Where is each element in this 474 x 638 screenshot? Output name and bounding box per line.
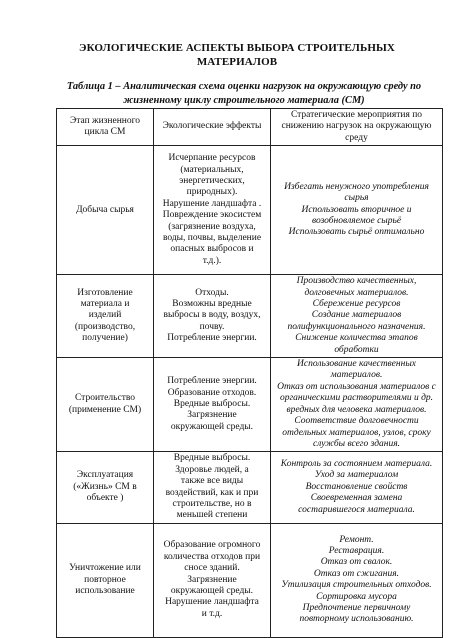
cell-line: вредных для человека материалов. xyxy=(286,404,427,415)
cell-line: Образование отходов. xyxy=(167,387,257,398)
table-row xyxy=(57,523,443,637)
measures-cell xyxy=(271,146,443,275)
cell-line: Загрязнение xyxy=(187,574,237,585)
cell-line: изделий xyxy=(88,310,122,321)
cell-line: снижению нагрузок на окружающую xyxy=(281,121,432,132)
cell-line: повторное xyxy=(84,574,126,585)
cell-line: меньшей степени xyxy=(176,510,248,521)
header-stage xyxy=(57,109,154,146)
cell-line: Нарушение ландшафта . xyxy=(162,198,262,209)
cell-line: Стратегические мероприятия по xyxy=(290,110,423,120)
cell-line: состарившегося материала. xyxy=(298,504,415,515)
table-row xyxy=(57,452,443,523)
cell-line: Отказ от свалок. xyxy=(320,557,393,568)
cell-line: выбросы в воду, воздух, xyxy=(163,310,261,321)
cell-line: Потребление энергии. xyxy=(167,333,257,344)
cell-line: Соответствие долговечности xyxy=(294,416,419,427)
cell-line: получение) xyxy=(82,333,128,344)
cell-line: Добыча сырья xyxy=(76,204,134,215)
cell-line: Этап жизненного xyxy=(69,115,141,126)
cell-line: (загрязнение воздуха, xyxy=(168,221,256,232)
cell-line: Вредные выбросы. xyxy=(173,453,251,464)
title-line: ЭКОЛОГИЧЕСКИЕ АСПЕКТЫ ВЫБОРА СТРОИТЕЛЬНЫХ xyxy=(79,42,395,54)
cell-line: Эксплуатация xyxy=(76,470,134,481)
cell-line: Исчерпание ресурсов xyxy=(168,153,256,164)
cell-line: Образование огромного xyxy=(163,540,261,551)
cell-line: службы всего здания. xyxy=(312,438,401,449)
stage-cell xyxy=(57,146,154,275)
cell-line: сырья xyxy=(344,193,369,204)
cell-line: отдельных материалов, узлов, сроку xyxy=(282,427,431,438)
cell-line: Загрязнение xyxy=(187,410,237,421)
cell-line: Возможны вредные xyxy=(172,299,252,310)
effects-cell xyxy=(154,523,271,637)
cell-line: («Жизнь» СМ в xyxy=(73,481,137,492)
cell-line: Сортировка мусора xyxy=(316,591,397,602)
cell-line: Использование качественных xyxy=(297,359,416,370)
cell-line: среду xyxy=(345,132,368,143)
cell-line: Производство качественных, xyxy=(296,276,417,287)
cell-line: и т.д. xyxy=(201,608,223,619)
cell-line: органическими растворителями и др. xyxy=(279,393,434,404)
cell-line: воды, почвы, выделение xyxy=(162,233,262,244)
cell-line: Уход за материалом xyxy=(314,470,399,481)
cell-line: использование xyxy=(75,585,135,596)
cell-line: Здоровье людей, а xyxy=(175,464,249,475)
cell-line: Реставрация. xyxy=(328,546,385,557)
table-header-row xyxy=(57,109,443,146)
table-caption xyxy=(66,80,422,107)
cell-line: Создание материалов xyxy=(311,310,402,321)
cell-line: Отходы. xyxy=(195,287,229,298)
header-effects xyxy=(154,109,271,146)
caption-line: Таблица 1 – Аналитическая схема оценки нагрузок на окружающую среду по xyxy=(66,81,422,92)
cell-line: энергетических, xyxy=(179,176,245,186)
cell-line: возобновляемое сырьё xyxy=(311,215,402,226)
cell-line: Контроль за состоянием материала. xyxy=(280,459,433,470)
cell-line: почву. xyxy=(199,321,225,332)
cell-line: Предпочтение первичному xyxy=(302,603,411,614)
title-line: МАТЕРИАЛОВ xyxy=(196,56,278,68)
cell-line: повторному использованию. xyxy=(299,614,414,625)
stage-cell xyxy=(57,275,154,358)
cell-line: Утилизация строительных отходов. xyxy=(281,580,432,591)
effects-cell xyxy=(154,146,271,275)
cell-line: Своевременная замена xyxy=(310,493,403,504)
table-row xyxy=(57,358,443,452)
cell-line: Избегать ненужного употребления xyxy=(284,181,429,192)
lifecycle-table xyxy=(56,108,443,638)
table-row xyxy=(57,275,443,358)
cell-line: сносе зданий. xyxy=(184,563,240,574)
cell-line: Использовать вторичное и xyxy=(301,204,412,215)
cell-line: количества отходов при xyxy=(163,551,261,562)
cell-line: строительстве, но в xyxy=(172,498,252,509)
cell-line: материалов. xyxy=(330,370,383,381)
cell-line: также все виды xyxy=(180,476,244,487)
cell-line: Экологические эффекты xyxy=(162,121,262,132)
cell-line: Сбережение ресурсов xyxy=(312,299,401,310)
table-row xyxy=(57,146,443,275)
cell-line: Потребление энергии. xyxy=(167,376,257,387)
cell-line: долговечных материалов. xyxy=(304,287,409,298)
cell-line: объекте ) xyxy=(86,493,124,504)
cell-line: Нарушение ландшафта xyxy=(165,597,259,608)
cell-line: Ремонт. xyxy=(339,534,374,545)
cell-line: окружающей среды. xyxy=(170,585,254,596)
cell-line: опасных выбросов и xyxy=(170,244,254,255)
cell-line: (производство, xyxy=(74,321,136,332)
effects-cell xyxy=(154,358,271,452)
document-title xyxy=(60,41,414,69)
measures-cell xyxy=(271,523,443,637)
effects-cell xyxy=(154,275,271,358)
cell-line: Строительство xyxy=(74,393,136,404)
measures-cell xyxy=(271,275,443,358)
cell-line: Уничтожение или xyxy=(69,563,141,574)
cell-line: природных). xyxy=(186,187,238,198)
cell-line: цикла СМ xyxy=(84,127,126,138)
header-measures xyxy=(271,109,443,146)
cell-line: воздействий, как и при xyxy=(165,487,259,498)
cell-line: (применение СМ) xyxy=(68,404,142,415)
cell-line: Использовать сырьё оптимально xyxy=(288,227,425,238)
measures-cell xyxy=(271,452,443,523)
stage-cell xyxy=(57,452,154,523)
cell-line: обработки xyxy=(334,344,379,355)
cell-line: Снижение количества этапов xyxy=(295,333,418,344)
cell-line: Отказ от использования материалов с xyxy=(277,381,436,392)
measures-cell xyxy=(271,358,443,452)
cell-line: Восстановление свойств xyxy=(305,481,408,492)
cell-line: окружающей среды. xyxy=(170,421,254,432)
cell-line: Вредные выбросы. xyxy=(173,398,251,409)
cell-line: полифункционального назначения. xyxy=(287,321,426,332)
cell-line: (материальных, xyxy=(180,164,244,175)
cell-line: Повреждение экосистем xyxy=(162,210,262,221)
effects-cell xyxy=(154,452,271,523)
cell-line: Изготовление xyxy=(77,287,133,298)
cell-line: материала и xyxy=(80,299,130,310)
stage-cell xyxy=(57,358,154,452)
cell-line: Отказ от сжигания. xyxy=(313,568,400,579)
stage-cell xyxy=(57,523,154,637)
cell-line: т.д.). xyxy=(202,255,222,266)
caption-line: жизненному циклу строительного материала (СМ) xyxy=(123,94,365,106)
